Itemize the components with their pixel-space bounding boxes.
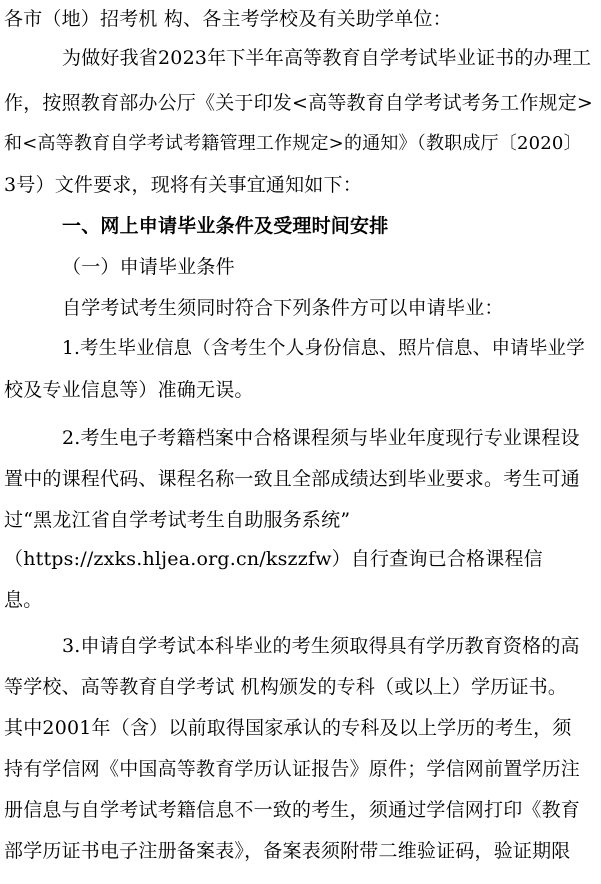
paragraph-line: 和<高等教育自学考试考籍管理工作规定>的通知》（教职成厅〔2020〕 (4, 133, 582, 154)
list-item-line: 册信息与自学考试考籍信息不一致的考生，须通过学信网打印《教育 (4, 799, 581, 821)
subsection-heading: （一）申请毕业条件 (62, 256, 235, 278)
paragraph-line: 自学考试考生须同时符合下列条件方可以申请毕业： (62, 297, 504, 319)
paragraph-line: 为做好我省2023年下半年高等教育自学考试毕业证书的办理工 (62, 47, 592, 69)
salutation-line: 各市（地）招考机 构、各主考学校及有关助学单位： (4, 8, 452, 30)
list-item-line: 2.考生电子考籍档案中合格课程须与毕业年度现行专业课程设 (62, 427, 580, 449)
list-item-line: 持有学信网《中国高等教育学历认证报告》原件；学信网前置学历注 (4, 758, 581, 780)
paragraph-line: 作，按照教育部办公厅《关于印发<高等教育自学考试考务工作规定> (4, 92, 594, 114)
list-item-line: 息。 (4, 589, 43, 611)
list-item-line: 3.申请自学考试本科毕业的考生须取得具有学历教育资格的高 (62, 635, 580, 657)
list-item-line: 其中2001年（含）以前取得国家承认的专科及以上学历的考生，须 (4, 717, 572, 739)
url-line: （https://zxks.hljea.org.cn/kszzfw）自行查询已合格课程信 (4, 548, 543, 570)
section-heading: 一、网上申请毕业条件及受理时间安排 (62, 215, 389, 237)
list-item-line: 置中的课程代码、课程名称一致且全部成绩达到毕业要求。考生可通 (4, 468, 581, 490)
paragraph-line: 3号）文件要求，现将有关事宜通知如下： (4, 174, 362, 196)
list-item-line: 等学校、高等教育自学考试 机构颁发的专科（或以上）学历证书。 (4, 676, 568, 698)
list-item-line: 过“黑龙江省自学考试考生自助服务系统” (4, 509, 351, 531)
list-item-line: 部学历证书电子注册备案表》，备案表须附带二维验证码，验证期限 (4, 840, 571, 862)
list-item-line: 校及专业信息等）准确无误。 (4, 379, 254, 401)
list-item-line: 1.考生毕业信息（含考生个人身份信息、照片信息、申请毕业学 (62, 338, 585, 359)
